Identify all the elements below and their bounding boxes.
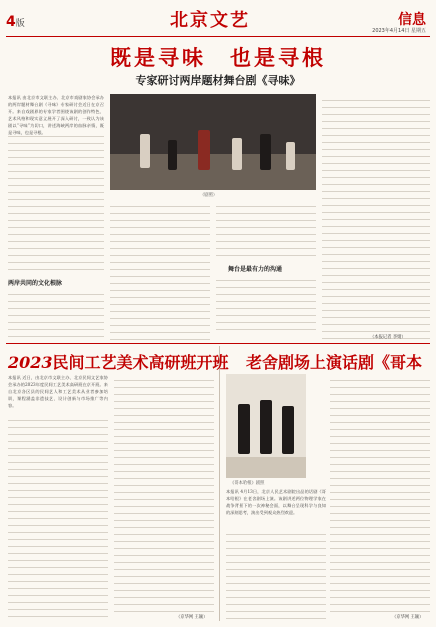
left-story-byline: （京华网 王颖）	[176, 615, 208, 620]
actor-figure	[260, 400, 272, 454]
right-story-text-col2	[330, 374, 430, 612]
column-divider	[219, 346, 220, 621]
actor-figure	[286, 142, 295, 170]
left-story-headline	[8, 350, 229, 373]
actor-figure	[282, 406, 294, 454]
subhead-stage-communication: 舞台是最有力的沟通	[228, 266, 283, 273]
main-subheadline: 专家研讨两岸题材舞台剧《寻味》	[135, 74, 301, 87]
header-rule	[6, 36, 430, 37]
headline-year: 2023	[8, 353, 53, 372]
actor-figure	[260, 134, 271, 170]
top-story-photo	[110, 94, 316, 190]
main-headline: 既是寻味 也是寻根	[110, 45, 326, 70]
stage-floor	[226, 457, 306, 478]
actor-figure	[232, 138, 242, 170]
subhead-cultural-roots: 两岸共同的文化根脉	[8, 280, 63, 287]
right-story-text-col1	[226, 528, 326, 620]
right-story-lead: 本报讯 4月13日，北京人民艺术剧院出品的话剧《哥本哈根》在老舍剧场上演。该剧讲述两位物理学家在战争背景下的一次神秘会面，以舞台呈现科学与良知的深刻思考，演出受到观众热烈欢迎。	[226, 489, 326, 515]
page-number-suffix: 版	[15, 19, 25, 29]
top-story-text-col3b	[216, 274, 316, 334]
top-story-lead: 本报讯 由北京市文联主办、北京市戏剧家协会承办的两岸题材舞台剧《寻味》专家研讨会近日在京召开。来自戏剧界的专家学者围绕该剧的创作特色、艺术风格和现实意义展开了深入研讨，一致认为该剧以“寻味”为切口，讲述海峡两岸的血脉亲情，既是寻味，也是寻根。	[8, 95, 104, 135]
top-story-text-col1b	[8, 288, 104, 340]
right-story-byline: （京华网 王颖）	[392, 615, 424, 620]
page-header	[0, 0, 436, 38]
top-story-text-col3	[216, 200, 316, 256]
dateline: 2023年4月14日 星期五	[372, 28, 426, 34]
actor-figure	[238, 404, 250, 454]
top-story-text-col2	[110, 200, 210, 340]
actor-figure	[140, 134, 150, 168]
top-photo-caption: （剧照）	[200, 193, 218, 198]
top-story-text-col4	[322, 94, 430, 340]
headline-text: 民间工艺美术高研班开班	[52, 353, 229, 372]
left-story-text-col2	[114, 374, 214, 614]
left-story-text-col1	[8, 414, 108, 620]
actor-figure	[198, 130, 210, 170]
page-number-value: 4	[6, 14, 16, 30]
right-photo-caption: 《哥本哈根》剧照	[230, 481, 265, 486]
right-story-headline: 老舍剧场上演话剧《哥本	[246, 353, 423, 372]
actor-figure	[168, 140, 177, 170]
section-title: 信息	[398, 12, 426, 28]
section-divider	[6, 343, 430, 344]
page-number	[6, 14, 25, 30]
masthead: 北京文艺	[170, 10, 250, 31]
top-story-byline: （本报记者 李婧）	[370, 335, 406, 340]
top-story-text-col1	[8, 130, 104, 274]
left-story-lead: 本报讯 近日，由北京市文联主办、北京民间文艺家协会承办的2023年度民间工艺美术高研班在京开班。来自北京各区县的民间艺人和工艺美术从业者参加培训，课程涵盖非遗技艺、设计创新与市场推广等内容。	[8, 375, 108, 408]
right-story-photo	[226, 374, 306, 478]
